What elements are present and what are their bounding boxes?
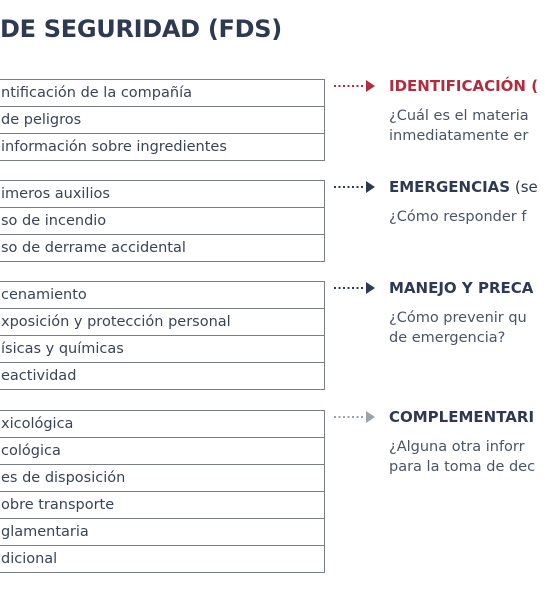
description-line: ¿Cuál es el materia	[389, 108, 529, 124]
section-identificacion	[389, 76, 545, 146]
dotted-arrow-icon	[333, 410, 379, 424]
section-list-emergencias	[0, 180, 325, 262]
list-item: so de derrame accidental	[0, 234, 325, 262]
list-item: eactividad	[0, 362, 325, 390]
list-item: de peligros	[0, 106, 325, 134]
list-item: obre transporte	[0, 491, 325, 519]
list-item: xicológica	[0, 410, 325, 438]
section-heading-text: MANEJO Y PRECA	[389, 279, 534, 297]
section-description	[389, 207, 545, 227]
description-line: ¿Alguna otra inforr	[389, 439, 525, 455]
section-description	[389, 106, 545, 146]
description-line: ¿Cómo responder f	[389, 209, 527, 225]
description-line: para la toma de dec	[389, 459, 536, 475]
list-item: ntificación de la compañía	[0, 79, 325, 107]
dotted-arrow-icon	[333, 180, 379, 194]
list-item: ísicas y químicas	[0, 335, 325, 363]
section-heading-text: COMPLEMENTARI	[389, 408, 535, 426]
section-complementaria	[389, 407, 545, 477]
section-manejo	[389, 278, 545, 348]
section-list-manejo	[0, 281, 325, 390]
page-title: DE SEGURIDAD (FDS)	[0, 15, 282, 43]
section-heading	[389, 76, 545, 96]
section-heading	[389, 278, 545, 298]
list-item: so de incendio	[0, 207, 325, 235]
list-item: dicional	[0, 545, 325, 573]
description-line: inmediatamente er	[389, 128, 529, 144]
list-item: información sobre ingredientes	[0, 133, 325, 161]
section-description	[389, 308, 545, 348]
dotted-arrow-icon	[333, 79, 379, 93]
section-list-identificacion	[0, 79, 325, 161]
list-item: imeros auxilios	[0, 180, 325, 208]
section-heading	[389, 177, 545, 197]
list-item: cológica	[0, 437, 325, 465]
section-heading-text: EMERGENCIAS	[389, 178, 511, 196]
list-item: es de disposición	[0, 464, 325, 492]
description-line: de emergencia?	[389, 330, 506, 346]
section-heading-suffix: (se	[510, 178, 538, 196]
section-emergencias	[389, 177, 545, 227]
list-item: xposición y protección personal	[0, 308, 325, 336]
section-list-complementaria	[0, 410, 325, 573]
list-item: cenamiento	[0, 281, 325, 309]
section-heading-text: IDENTIFICACIÓN (	[389, 77, 539, 95]
section-description	[389, 437, 545, 477]
section-heading	[389, 407, 545, 427]
list-item: glamentaria	[0, 518, 325, 546]
dotted-arrow-icon	[333, 281, 379, 295]
description-line: ¿Cómo prevenir qu	[389, 310, 527, 326]
